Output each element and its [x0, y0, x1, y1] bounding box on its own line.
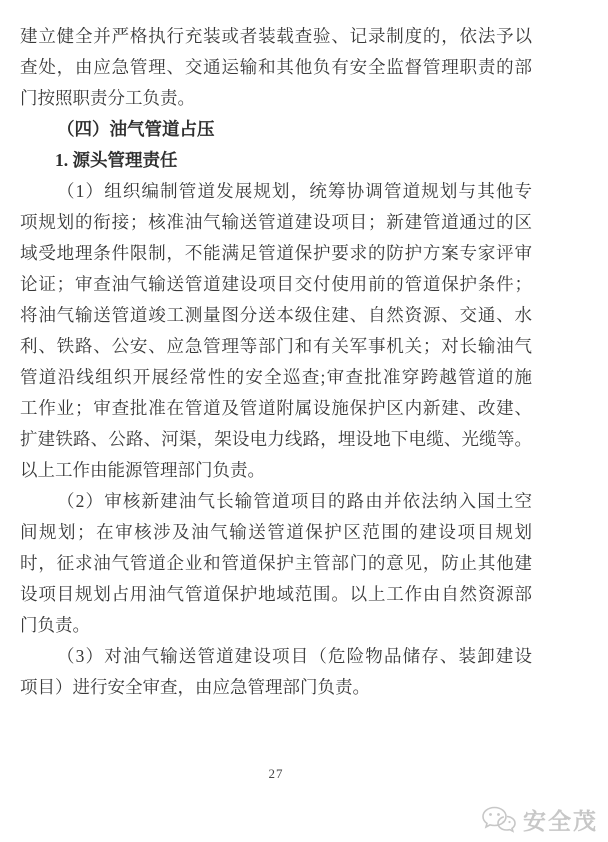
- text-line: 项规划的衔接；核准油气输送管道建设项目；新建管道通过的区: [20, 212, 532, 232]
- text-line: 设项目规划占用油气管道保护地域范围。以上工作由自然资源部: [20, 584, 532, 604]
- text-line: 间规划；在审核涉及油气输送管道保护区范围的建设项目规划: [20, 522, 532, 542]
- text-line: 利、铁路、公安、应急管理等部门和有关军事机关；对长输油气: [20, 336, 532, 356]
- text-line: 1. 源头管理责任: [55, 150, 178, 170]
- text-line: 项目）进行安全审查，由应急管理部门负责。: [20, 677, 370, 697]
- watermark-label: 安全茂: [523, 808, 598, 834]
- text-line: 论证；审查油气输送管道建设项目交付使用前的管道保护条件；: [20, 274, 532, 294]
- text-line: 建立健全并严格执行充装或者装载查验、记录制度的，依法予以: [20, 26, 532, 46]
- text-line: 将油气输送管道竣工测量图分送本级住建、自然资源、交通、水: [20, 305, 532, 325]
- text-line: （2）审核新建油气长输管道项目的路由并依法纳入国土空: [57, 491, 532, 511]
- text-line: （3）对油气输送管道建设项目（危险物品储存、装卸建设: [57, 646, 532, 666]
- text-line: 门负责。: [20, 615, 90, 635]
- text-line: 以上工作由能源管理部门负责。: [20, 460, 265, 480]
- text-line: 管道沿线组织开展经常性的安全巡查;审查批准穿跨越管道的施: [20, 367, 532, 387]
- document-text-block: [20, 21, 532, 703]
- page-number: 27: [268, 766, 284, 781]
- text-line: 域受地理条件限制，不能满足管道保护要求的防护方案专家评审: [20, 243, 532, 263]
- text-line: 工作业；审查批准在管道及管道附属设施保护区内新建、改建、: [20, 398, 532, 418]
- text-line: 扩建铁路、公路、河渠，架设电力线路，埋设地下电缆、光缆等。: [20, 429, 532, 449]
- text-line: 查处，由应急管理、交通运输和其他负有安全监督管理职责的部: [20, 57, 532, 77]
- wechat-icon: [480, 805, 518, 835]
- text-line: （四）油气管道占压: [57, 119, 215, 139]
- text-line: （1）组织编制管道发展规划，统筹协调管道规划与其他专: [57, 181, 532, 201]
- watermark: [480, 803, 598, 836]
- text-line: 门按照职责分工负责。: [20, 88, 195, 108]
- text-line: 时，征求油气管道企业和管道保护主管部门的意见，防止其他建: [20, 553, 532, 573]
